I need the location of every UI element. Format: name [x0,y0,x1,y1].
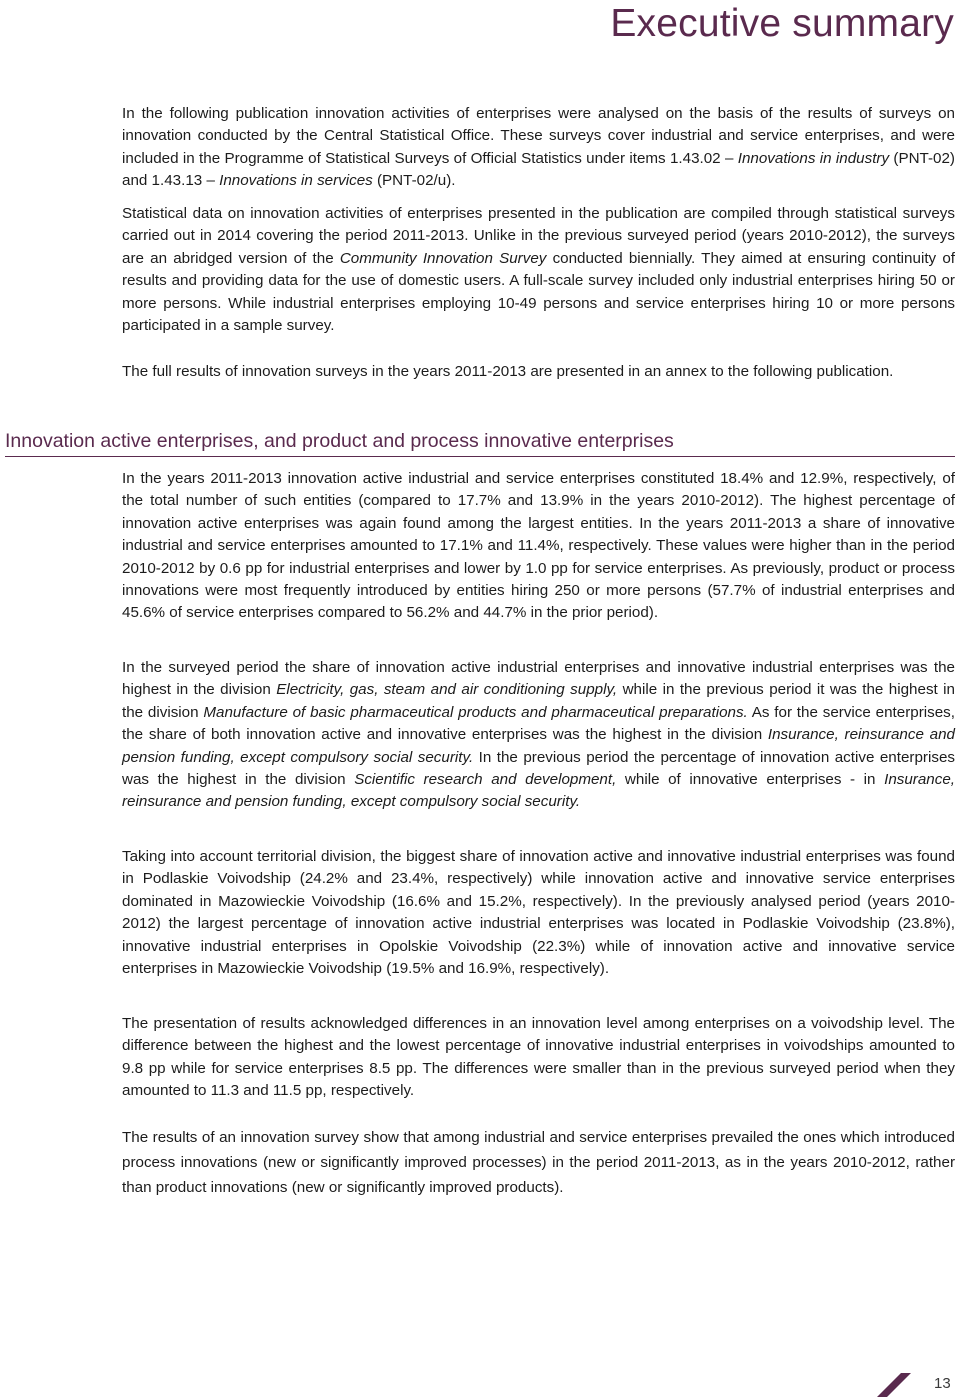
text-run: The presentation of results acknowledged differences in an innovation level among enterprises on a voivodship level. The difference between the highest and the lowest percentage of innovative industrial enterprises in voivodships amounted to 9.8 pp while for service enterprises 8.5 pp. The differences were smaller than in the previous surveyed period when they amounted to 11.3 and 11.5 pp, respectively. [122,1015,955,1100]
text-run: As for the service enterprises, the share of both innovation active and innovative enterprises was the highest in the division [122,703,955,744]
italic-run: Scientific research and development, [354,771,617,789]
italic-run: Innovations in industry [737,149,890,167]
text-run: In the following publication innovation activities of enterprises were analysed on the basis of the results of surveys on innovation conducted by the Central Statistical Office. These surveys cover industrial and service enterprises, and were included in the Programme of Statistical Surveys of Official Statistics under items 1.43.02 – [122,105,955,167]
text-run: while of innovative enterprises - in [616,771,885,789]
text-run: (PNT-02) and 1.43.13 – [122,149,955,190]
intro-paragraph-3 [122,359,955,384]
italic-run: Community Innovation Survey [339,249,547,267]
section-heading: Innovation active enterprises, and product and process innovative enterprises [5,430,955,457]
section-paragraph-2 [122,657,955,814]
section-paragraph-4 [122,1013,955,1103]
section-paragraph-1 [122,468,955,625]
italic-run: Insurance, reinsurance and pension funding, except compulsory social security. [122,771,956,811]
footer-slash-mark [877,1373,911,1397]
section-paragraph-3 [122,846,955,980]
text-run: Statistical data on innovation activities of enterprises presented in the publication are compiled through statistical surveys carried out in 2014 covering the period 2011-2013. Unlike in the previous surveyed period (years 2010-2012), the surveys are an abridged version of the [122,205,955,267]
intro-paragraph-2 [122,203,955,337]
text-run: Taking into account territorial division, the biggest share of innovation active and innovative industrial enterprises was found in Podlaskie Voivodship (24.2% and 23.4%, respectively) while innovation active and innovative service enterprises dominated in Mazowieckie Voivodship (16.6% and 15.2%, respectively). In the previously analysed period (years 2010-2012) the largest percentage of innovation active industrial enterprises was located in Podlaskie Voivodship (23.8%), innovative industrial enterprises in Opolskie Voivodship (22.3%) while of innovation active and innovative service enterprises in Mazowieckie Voivodship (19.5% and 16.9%, respectively). [122,848,955,978]
intro-paragraph-1 [122,103,955,193]
text-run: In the years 2011-2013 innovation active industrial and service enterprises constituted 18.4% and 12.9%, respectively, of the total number of such entities (compared to 17.7% and 13.9% in the years 2010-2012). The highest percentage of innovation active enterprises was again found among the largest entities. In the years 2011-2013 a share of innovative industrial and service enterprises amounted to 17.1% and 11.4%, respectively. These values were higher than in the period 2010-2012 by 0.6 pp for industrial enterprises and lower by 1.0 pp for service enterprises. As previously, product or process innovations were most frequently introduced by entities hiring 250 or more persons (57.7% of industrial enterprises and 45.6% of service enterprises compared to 56.2% and 44.7% in the prior period). [122,470,955,622]
text-run: The full results of innovation surveys in the years 2011-2013 are presented in an annex to the following publication. [122,363,894,380]
page-number: 13 [934,1375,951,1392]
italic-run: Innovations in services [219,172,373,190]
text-run: while in the previous period it was the highest in the division [122,681,956,721]
text-run: conducted biennially. They aimed at ensuring continuity of results and providing data for the use of domestic users. A full-scale survey included only industrial enterprises hiring 50 or more persons. While industrial enterprises employing 10-49 persons and service enterprises hiring 10 or more persons participated in a sample survey. [122,249,955,335]
italic-run: Electricity, gas, steam and air conditioning supply, [276,681,618,699]
text-run: (PNT-02/u). [372,172,456,190]
text-run: In the surveyed period the share of innovation active industrial enterprises and innovative industrial enterprises was the highest in the division [122,659,955,699]
italic-run: Insurance, reinsurance and pension funding, except compulsory social security. [122,726,955,766]
section-paragraph-5 [122,1125,955,1200]
page-title: Executive summary [610,2,954,45]
text-run: In the previous period the percentage of innovation active enterprises was the highest in the division [122,748,955,789]
text-run: The results of an innovation survey show that among industrial and service enterprises prevailed the ones which introduced process innovations (new or significantly improved processes) in the period 2011-2013, as in the years 2010-2012, rather than product innovations (new or significantly improved products). [122,1129,955,1196]
italic-run: Manufacture of basic pharmaceutical products and pharmaceutical preparations. [203,703,748,721]
